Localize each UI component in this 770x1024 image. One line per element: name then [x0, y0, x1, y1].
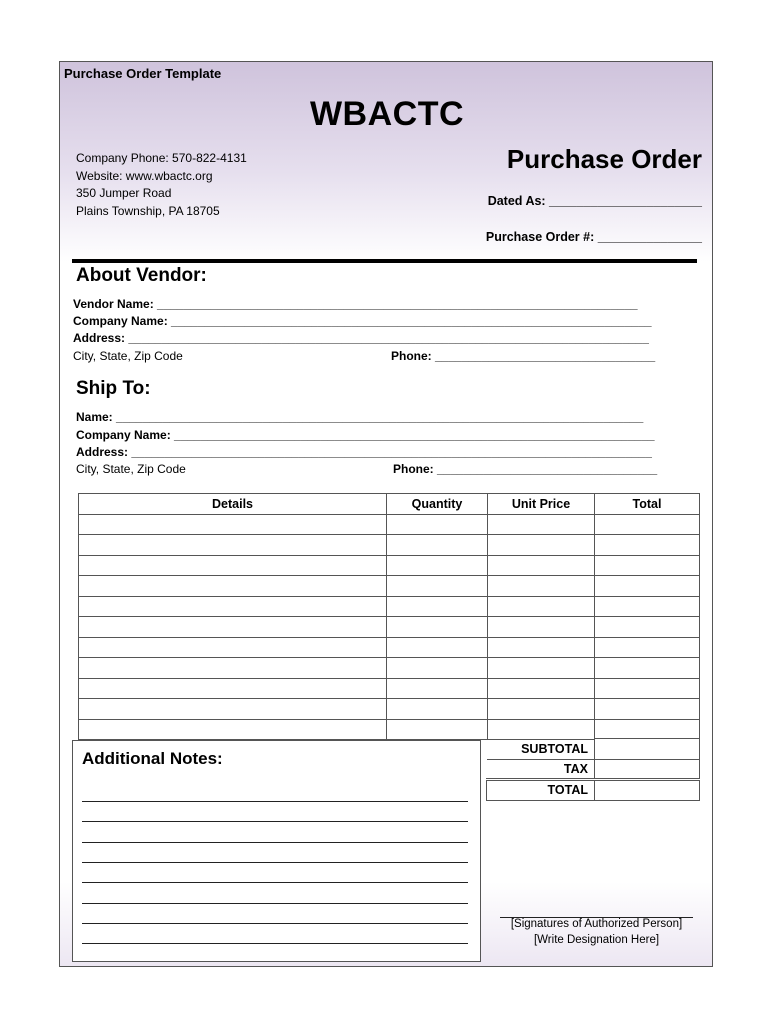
designation-label: [Write Designation Here] — [533, 934, 660, 946]
company-website: Website: www.wbactc.org — [76, 168, 213, 183]
cell-quantity[interactable] — [387, 555, 488, 576]
ship-address-field[interactable]: Address: ______________________________________________________________________________ — [76, 445, 652, 459]
cell-total[interactable] — [595, 719, 700, 740]
note-line[interactable] — [82, 842, 468, 843]
cell-details[interactable] — [79, 596, 387, 617]
company-city: Plains Township, PA 18705 — [76, 203, 220, 218]
cell-unit-price[interactable] — [488, 596, 595, 617]
company-contact — [76, 150, 247, 220]
tax-label: TAX — [487, 759, 595, 780]
cell-unit-price[interactable] — [488, 678, 595, 699]
cell-unit-price[interactable] — [488, 699, 595, 720]
cell-quantity[interactable] — [387, 719, 488, 740]
cell-details[interactable] — [79, 576, 387, 597]
table-row — [79, 535, 700, 556]
cell-total[interactable] — [595, 514, 700, 535]
totals-table — [486, 738, 700, 801]
table-row — [79, 658, 700, 679]
cell-details[interactable] — [79, 658, 387, 679]
subtotal-value-cell[interactable] — [595, 739, 700, 760]
column-header-total: Total — [595, 494, 700, 515]
cell-total[interactable] — [595, 617, 700, 638]
subtotal-row — [487, 739, 700, 760]
cell-unit-price[interactable] — [488, 617, 595, 638]
vendor-city-label[interactable]: City, State, Zip Code — [73, 349, 183, 363]
cell-details[interactable] — [79, 514, 387, 535]
total-label: TOTAL — [487, 780, 595, 801]
company-address: 350 Jumper Road — [76, 186, 172, 200]
note-line[interactable] — [82, 862, 468, 863]
cell-unit-price[interactable] — [488, 555, 595, 576]
cell-total[interactable] — [595, 576, 700, 597]
notes-title: Additional Notes: — [82, 749, 223, 768]
table-row — [79, 596, 700, 617]
organization-name: WBACTC — [309, 95, 465, 133]
cell-quantity[interactable] — [387, 699, 488, 720]
cell-quantity[interactable] — [387, 596, 488, 617]
cell-details[interactable] — [79, 555, 387, 576]
purchase-order-form — [59, 61, 713, 967]
cell-unit-price[interactable] — [488, 535, 595, 556]
table-header-row — [79, 494, 700, 515]
table-row — [79, 555, 700, 576]
line-items-body — [79, 514, 700, 740]
cell-details[interactable] — [79, 678, 387, 699]
cell-quantity[interactable] — [387, 678, 488, 699]
cell-unit-price[interactable] — [488, 637, 595, 658]
template-title: Purchase Order Template — [64, 66, 222, 81]
cell-quantity[interactable] — [387, 535, 488, 556]
signature-label: [Signatures of Authorized Person] — [510, 918, 683, 930]
cell-total[interactable] — [595, 678, 700, 699]
cell-details[interactable] — [79, 719, 387, 740]
note-line[interactable] — [82, 903, 468, 904]
table-row — [79, 617, 700, 638]
cell-total[interactable] — [595, 596, 700, 617]
vendor-section-title: About Vendor: — [76, 265, 207, 286]
table-row — [79, 719, 700, 740]
ship-city-label[interactable]: City, State, Zip Code — [76, 462, 186, 476]
additional-notes-box[interactable] — [72, 740, 481, 962]
ship-name-field[interactable]: Name: _______________________________________________________________________________ — [76, 410, 644, 424]
subtotal-label: SUBTOTAL — [487, 739, 595, 760]
dated-as-field[interactable]: Dated As: ______________________ — [487, 194, 702, 208]
document-title: Purchase Order — [506, 144, 702, 174]
vendor-phone-field[interactable]: Phone: _________________________________ — [391, 349, 656, 363]
tax-value-cell[interactable] — [595, 759, 700, 780]
total-value-cell[interactable] — [595, 780, 700, 801]
cell-total[interactable] — [595, 535, 700, 556]
table-row — [79, 576, 700, 597]
header-divider — [72, 259, 697, 263]
cell-total[interactable] — [595, 699, 700, 720]
total-row — [487, 780, 700, 801]
column-header-quantity: Quantity — [387, 494, 488, 515]
cell-details[interactable] — [79, 617, 387, 638]
table-row — [79, 514, 700, 535]
vendor-name-field[interactable]: Vendor Name: ________________________________________________________________________ — [73, 297, 638, 311]
cell-details[interactable] — [79, 637, 387, 658]
vendor-address-field[interactable]: Address: ______________________________________________________________________________ — [73, 331, 649, 345]
table-row — [79, 699, 700, 720]
table-row — [79, 637, 700, 658]
cell-total[interactable] — [595, 658, 700, 679]
note-line[interactable] — [82, 943, 468, 944]
table-row — [79, 678, 700, 699]
cell-quantity[interactable] — [387, 637, 488, 658]
vendor-company-field[interactable]: Company Name: ________________________________________________________________________ — [73, 314, 652, 328]
ship-company-field[interactable]: Company Name: ________________________________________________________________________ — [76, 428, 655, 442]
note-line[interactable] — [82, 801, 468, 802]
cell-total[interactable] — [595, 555, 700, 576]
note-line[interactable] — [82, 882, 468, 883]
tax-row — [487, 759, 700, 780]
cell-quantity[interactable] — [387, 576, 488, 597]
ship-phone-field[interactable]: Phone: _________________________________ — [393, 462, 658, 476]
company-phone: Company Phone: 570-822-4131 — [76, 151, 247, 165]
note-line[interactable] — [82, 821, 468, 822]
column-header-unit-price: Unit Price — [488, 494, 595, 515]
cell-quantity[interactable] — [387, 514, 488, 535]
cell-quantity[interactable] — [387, 617, 488, 638]
ship-to-section-title: Ship To: — [76, 378, 151, 399]
line-items-table — [78, 493, 700, 740]
cell-quantity[interactable] — [387, 658, 488, 679]
cell-unit-price[interactable] — [488, 719, 595, 740]
cell-unit-price[interactable] — [488, 658, 595, 679]
cell-details[interactable] — [79, 535, 387, 556]
cell-unit-price[interactable] — [488, 514, 595, 535]
cell-unit-price[interactable] — [488, 576, 595, 597]
column-header-details: Details — [79, 494, 387, 515]
note-line[interactable] — [82, 923, 468, 924]
cell-details[interactable] — [79, 699, 387, 720]
po-number-field[interactable]: Purchase Order #: _______________ — [485, 230, 702, 244]
cell-total[interactable] — [595, 637, 700, 658]
